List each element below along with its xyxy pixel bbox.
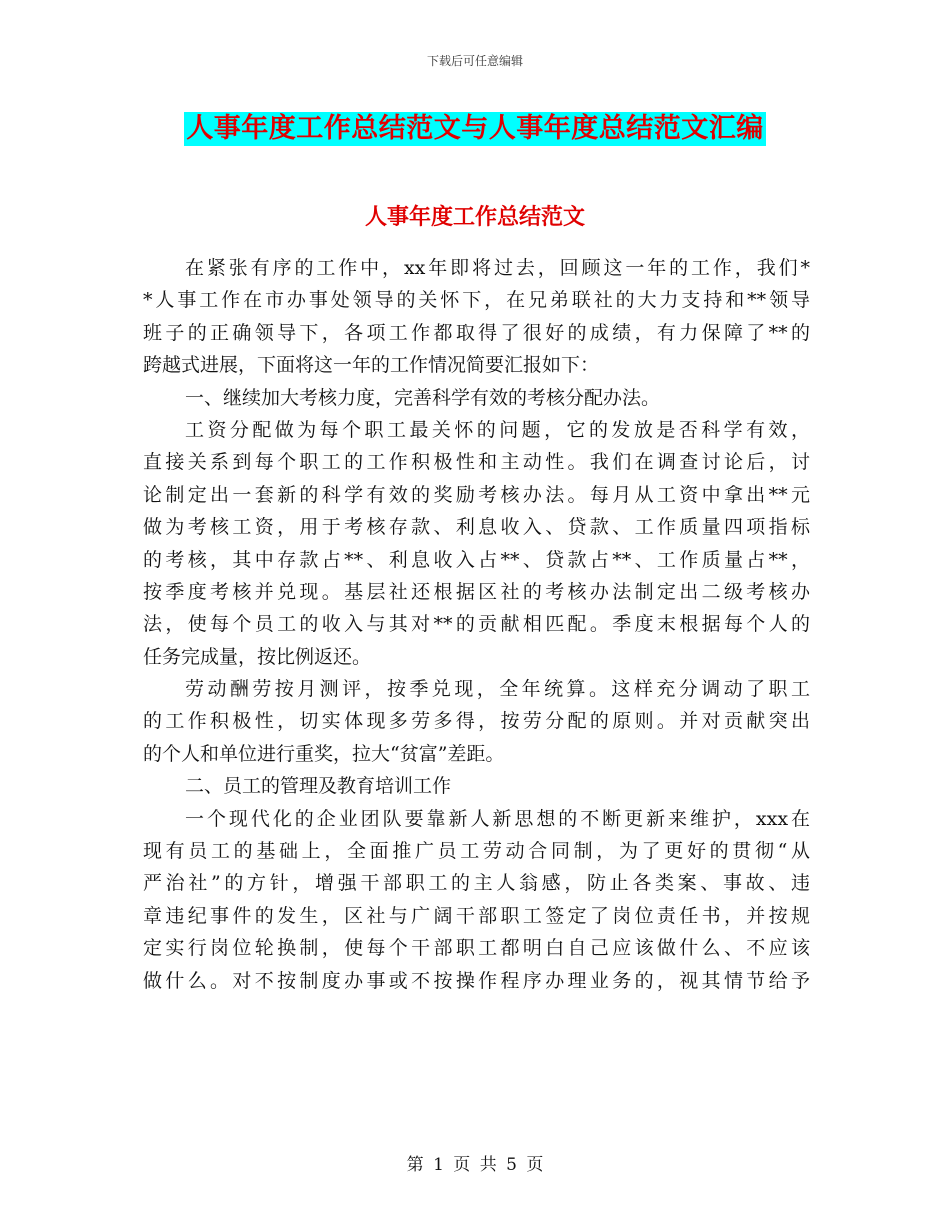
paragraph-line: 跨越式进展，下面将这一年的工作情况简要汇报如下： (143, 354, 600, 377)
paragraph-line: 定实行岗位轮换制，使每个干部职工都明白自己应该做什么、不应该 (143, 937, 810, 960)
paragraph-line: 的个人和单位进行重奖，拉大“贫富”差距。 (143, 742, 505, 765)
document-title-wrap (0, 112, 950, 150)
paragraph-line: 做为考核工资，用于考核存款、利息收入、贷款、工作质量四项指标 (143, 516, 810, 539)
paragraph-line: 任务完成量，按比例返还。 (143, 645, 372, 668)
paragraph-line: 章违纪事件的发生，区社与广阔干部职工签定了岗位责任书，并按规 (143, 904, 810, 927)
paragraph-line: 论制定出一套新的科学有效的奖励考核办法。每月从工资中拿出**元 (143, 483, 810, 506)
paragraph-line: 的工作积极性，切实体现多劳多得，按劳分配的原则。并对贡献突出 (143, 710, 810, 733)
paragraph-line: 一、继续加大考核力度，完善科学有效的考核分配办法。 (185, 386, 661, 409)
paragraph-line: *人事工作在市办事处领导的关怀下，在兄弟联社的大力支持和**领导 (143, 289, 810, 312)
paragraph-line: 二、员工的管理及教育培训工作 (185, 775, 452, 798)
page-number: 第 1 页 共 5 页 (406, 1155, 544, 1175)
paragraph-line: 现有员工的基础上，全面推广员工劳动合同制，为了更好的贯彻“从 (143, 840, 810, 863)
section-title: 人事年度工作总结范文 (364, 205, 585, 230)
paragraph-line: 在紧张有序的工作中，xx年即将过去，回顾这一年的工作，我们* (185, 257, 810, 279)
paragraph-line: 一个现代化的企业团队要靠新人新思想的不断更新来维护，xxx在 (185, 807, 810, 830)
paragraph-line: 做什么。对不按制度办事或不按操作程序办理业务的，视其情节给予 (143, 969, 810, 992)
document-body (143, 252, 810, 997)
page-header-note: 下载后可任意编辑 (426, 54, 523, 68)
paragraph-line: 按季度考核并兑现。基层社还根据区社的考核办法制定出二级考核办 (143, 580, 810, 603)
paragraph-line: 法，使每个员工的收入与其对**的贡献相匹配。季度末根据每个人的 (143, 613, 810, 636)
paragraph-line: 工资分配做为每个职工最关怀的问题，它的发放是否科学有效， (185, 418, 810, 441)
paragraph-line: 班子的正确领导下，各项工作都取得了很好的成绩，有力保障了**的 (143, 321, 810, 344)
paragraph-line: 的考核，其中存款占**、利息收入占**、贷款占**、工作质量占**， (143, 548, 810, 571)
paragraph-line: 直接关系到每个职工的工作积极性和主动性。我们在调查讨论后，讨 (143, 451, 810, 474)
paragraph-line: 严治社”的方针，增强干部职工的主人翁感，防止各类案、事故、违 (143, 872, 810, 895)
document-title: 人事年度工作总结范文与人事年度总结范文汇编 (186, 113, 764, 144)
paragraph-line: 劳动酬劳按月测评，按季兑现，全年统算。这样充分调动了职工 (185, 678, 810, 701)
